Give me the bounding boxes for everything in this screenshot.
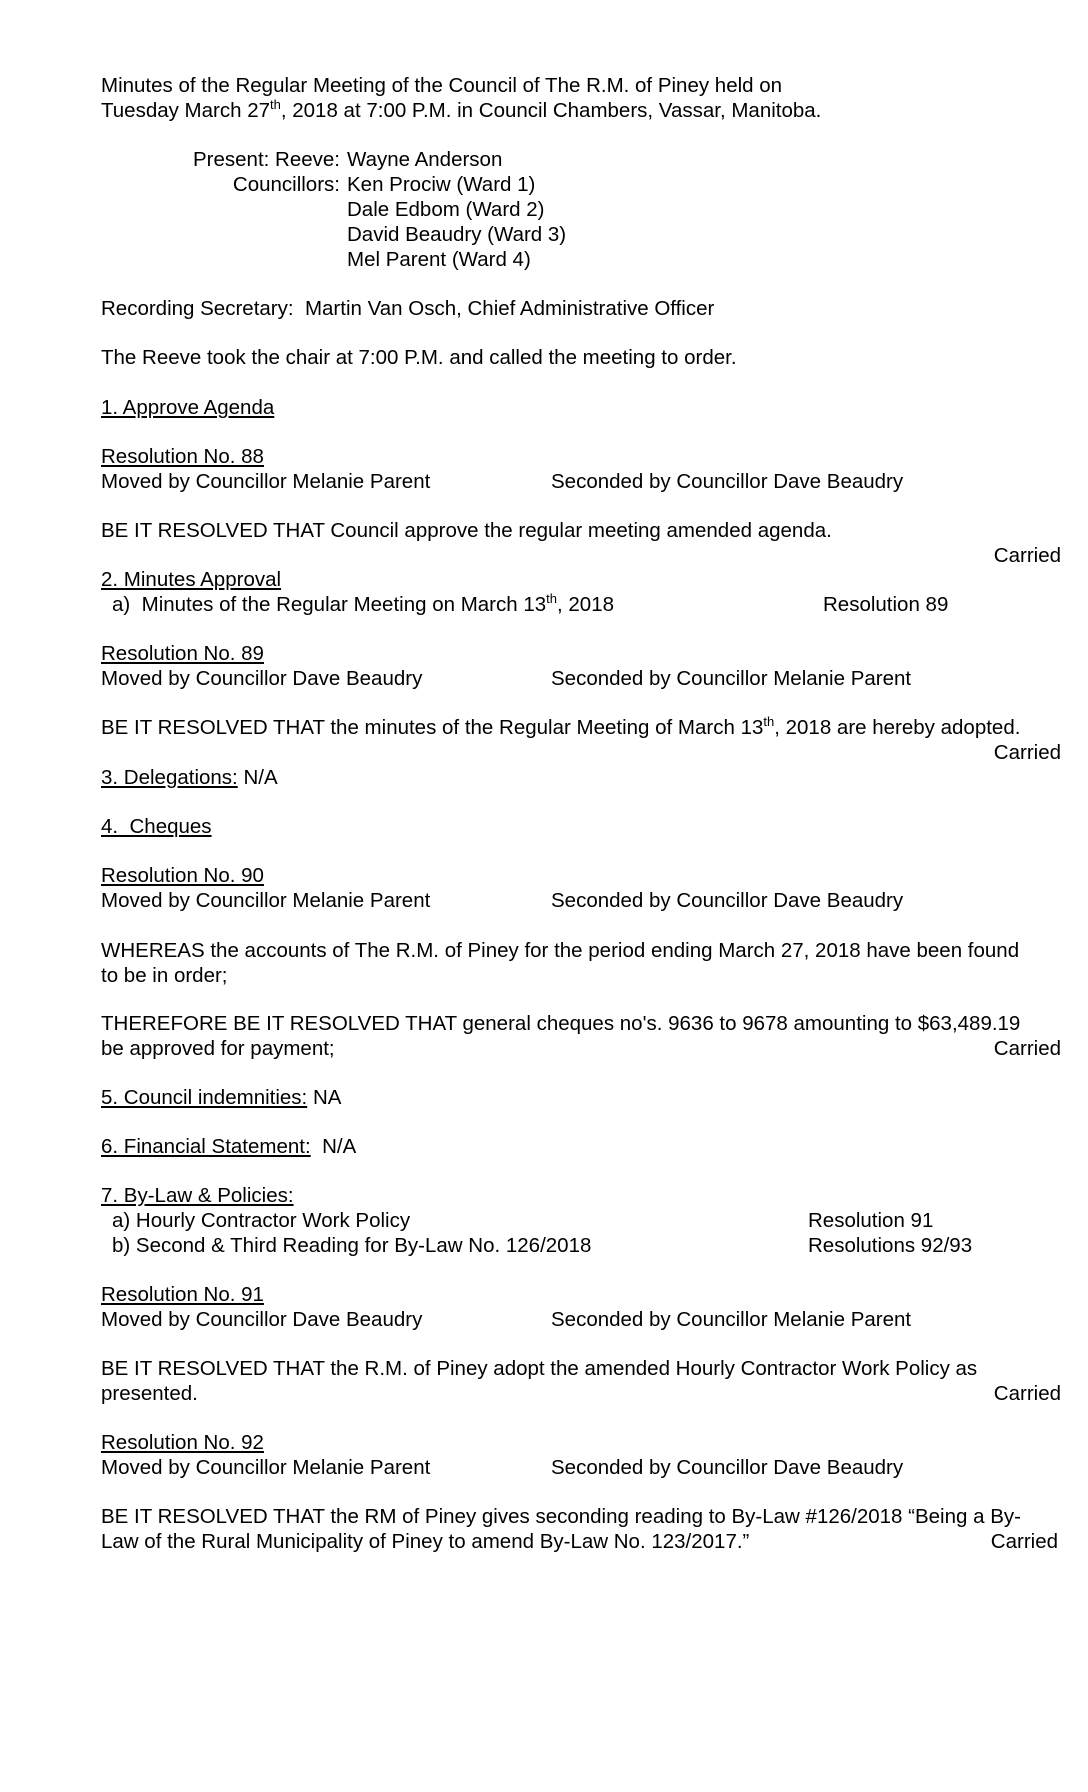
resolution-92-text-line-2: Law of the Rural Municipality of Piney to amend By-Law No. 123/2017.” <box>101 1530 750 1553</box>
section-3-heading: 3. Delegations: <box>101 766 238 789</box>
section-1-heading: 1. Approve Agenda <box>101 396 275 419</box>
resolution-92-text-line-1: BE IT RESOLVED THAT the RM of Piney gives seconding reading to By-Law #126/2018 “Being a By- <box>101 1505 1021 1528</box>
resolution-92-title: Resolution No. 92 <box>101 1431 264 1454</box>
resolution-90-whereas-line-2: to be in order; <box>101 964 228 987</box>
reeve-name: Wayne Anderson <box>347 148 503 171</box>
resolution-89-text-main: BE IT RESOLVED THAT the minutes of the Regular Meeting of March 13 <box>101 716 764 739</box>
resolution-92-moved: Moved by Councillor Melanie Parent <box>101 1456 431 1479</box>
resolution-90-title: Resolution No. 90 <box>101 864 264 887</box>
section-3-value: N/A <box>237 766 278 789</box>
resolution-89-text <box>101 716 1020 741</box>
section-7-item-a: a) Hourly Contractor Work Policy <box>112 1209 411 1232</box>
resolution-89-text-suffix: th <box>763 714 775 729</box>
resolution-88-seconded: Seconded by Councillor Dave Beaudry <box>551 470 904 493</box>
resolution-90-whereas-line-1: WHEREAS the accounts of The R.M. of Piney for the period ending March 27, 2018 have been found <box>101 939 1020 962</box>
resolution-88-moved: Moved by Councillor Melanie Parent <box>101 470 431 493</box>
section-2-item-a <box>112 593 614 618</box>
section-6-heading: 6. Financial Statement: <box>101 1135 311 1158</box>
resolution-89-status: Carried <box>993 741 1061 764</box>
section-2-heading: 2. Minutes Approval <box>101 568 282 591</box>
resolution-90-moved: Moved by Councillor Melanie Parent <box>101 889 431 912</box>
resolution-90-therefore-line-2: be approved for payment; <box>101 1037 335 1060</box>
section-2-item-a-text: a) Minutes of the Regular Meeting on March 13 <box>112 593 547 616</box>
header-date: Tuesday March 27 <box>101 99 271 122</box>
resolution-89-title: Resolution No. 89 <box>101 642 264 665</box>
section-5 <box>101 1086 341 1111</box>
councillor-4: Mel Parent (Ward 4) <box>347 248 531 271</box>
section-6 <box>101 1135 356 1160</box>
section-3 <box>101 766 278 791</box>
resolution-89-seconded: Seconded by Councillor Melanie Parent <box>551 667 912 690</box>
resolution-88-text: BE IT RESOLVED THAT Council approve the regular meeting amended agenda. <box>101 519 832 542</box>
resolution-92-seconded: Seconded by Councillor Dave Beaudry <box>551 1456 904 1479</box>
councillor-3: David Beaudry (Ward 3) <box>347 223 567 246</box>
resolution-89-moved: Moved by Councillor Dave Beaudry <box>101 667 423 690</box>
councillor-2: Dale Edbom (Ward 2) <box>347 198 545 221</box>
resolution-91-seconded: Seconded by Councillor Melanie Parent <box>551 1308 912 1331</box>
section-5-value: NA <box>307 1086 342 1109</box>
header-location: , 2018 at 7:00 P.M. in Council Chambers, Vassar, Manitoba. <box>280 99 822 122</box>
resolution-90-therefore-line-1: THEREFORE BE IT RESOLVED THAT general cheques no's. 9636 to 9678 amounting to $63,489.19 <box>101 1012 1021 1035</box>
section-7-item-b-ref: Resolutions 92/93 <box>808 1234 973 1257</box>
section-2-item-a-suffix: th <box>546 591 557 606</box>
resolution-91-title: Resolution No. 91 <box>101 1283 264 1306</box>
section-2-item-a-year: , 2018 <box>557 593 614 616</box>
section-7-item-a-ref: Resolution 91 <box>808 1209 934 1232</box>
header-line-2 <box>101 99 821 124</box>
resolution-91-status: Carried <box>993 1382 1061 1405</box>
councillors-label: Councillors: <box>232 173 340 196</box>
section-7-item-b: b) Second & Third Reading for By-Law No. 126/2018 <box>112 1234 592 1257</box>
councillor-1: Ken Prociw (Ward 1) <box>347 173 536 196</box>
header-date-suffix: th <box>270 97 281 112</box>
section-7-heading: 7. By-Law & Policies: <box>101 1184 294 1207</box>
section-4-heading: 4. Cheques <box>101 815 212 838</box>
call-to-order: The Reeve took the chair at 7:00 P.M. and called the meeting to order. <box>101 346 737 369</box>
resolution-89-text-end: , 2018 are hereby adopted. <box>774 716 1021 739</box>
section-2-item-a-ref: Resolution 89 <box>823 593 949 616</box>
resolution-91-text-line-2: presented. <box>101 1382 198 1405</box>
resolution-91-text-line-1: BE IT RESOLVED THAT the R.M. of Piney adopt the amended Hourly Contractor Work Policy as <box>101 1357 978 1380</box>
resolution-88-title: Resolution No. 88 <box>101 445 264 468</box>
recording-secretary: Recording Secretary: Martin Van Osch, Chief Administrative Officer <box>101 297 715 320</box>
section-5-heading: 5. Council indemnities: <box>101 1086 308 1109</box>
resolution-90-status: Carried <box>993 1037 1061 1060</box>
resolution-91-moved: Moved by Councillor Dave Beaudry <box>101 1308 423 1331</box>
resolution-88-status: Carried <box>993 544 1061 567</box>
section-6-value: N/A <box>310 1135 357 1158</box>
present-label: Present: Reeve: <box>193 148 340 171</box>
resolution-90-seconded: Seconded by Councillor Dave Beaudry <box>551 889 904 912</box>
resolution-92-status: Carried <box>990 1530 1058 1553</box>
header-line-1: Minutes of the Regular Meeting of the Council of The R.M. of Piney held on <box>101 74 783 97</box>
